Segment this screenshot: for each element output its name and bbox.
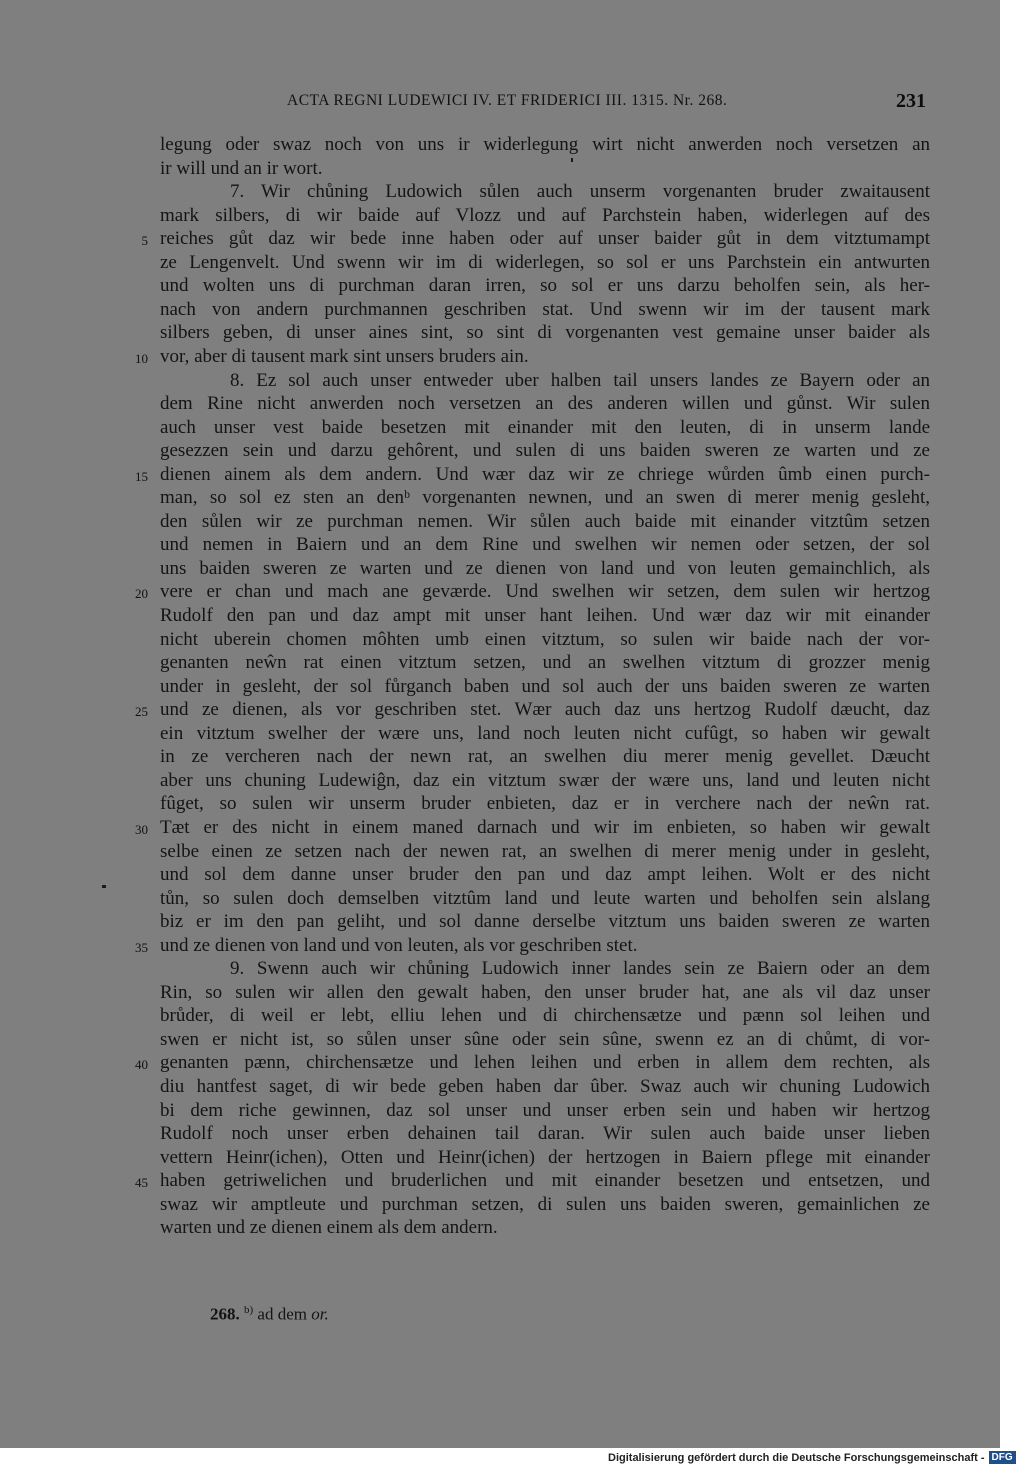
text-line: Rudolf den pan und daz ampt mit unser hant leihen. Und wær daz wir mit einander [160, 605, 930, 626]
text-line: und ze dienen von land und von leuten, als vor geschriben stet. [160, 935, 638, 956]
text-line: swen er nicht ist, so sůlen unser sûne oder sein sûne, swenn ez an di chůmt, di vor- [160, 1029, 930, 1050]
text-line: diu hantfest saget, di wir bede geben haben dar ûber. Swaz auch wir chuning Ludowich [160, 1076, 930, 1097]
running-title: ACTA REGNI LUDEWICI IV. ET FRIDERICI III. 1315. Nr. 268. [287, 92, 728, 109]
text-line: bi dem riche gewinnen, daz sol unser und unser erben sein und haben wir hertzog [160, 1100, 930, 1121]
text-line: silbers geben, di unser aines sint, so sint di vorgenanten vest gemaine unser baider als [160, 322, 930, 343]
text-line: dienen ainem als dem andern. Und wær daz wir ze chriege wůrden ûmb einen purch- [160, 464, 930, 485]
text-line: auch unser vest baide besetzen mit einander mit den leuten, di in unserm lande [160, 417, 930, 438]
text-line: reiches gůt daz wir bede inne haben oder auf unser baider gůt in dem vitztumampt [160, 228, 930, 249]
text-line: swaz wir amptleute und purchman setzen, di sulen uns baiden sweren, gemainlichen ze [160, 1194, 930, 1215]
dfg-logo: DFG [989, 1451, 1016, 1464]
line-number: 45 [135, 1175, 148, 1190]
text-line: und nemen in Baiern und an dem Rine und swelhen wir nemen oder setzen, der sol [160, 534, 930, 555]
line-number: 5 [141, 233, 148, 248]
scan-speck [571, 158, 573, 162]
text-line: genanten pænn, chirchensætze und lehen leihen und erben in allem dem rechten, als [160, 1052, 930, 1073]
text-line: in ze vercheren nach der newn rat, an swelhen diu merer menig gevellet. Dæucht [160, 746, 930, 767]
text-line: vettern Heinr(ichen), Otten und Heinr(ichen) der hertzogen in Baiern pflege mit einander [160, 1147, 930, 1168]
text-line: mark silbers, di wir baide auf Vlozz und auf Parchstein haben, widerlegen auf des [160, 205, 930, 226]
text-line: 9. Swenn auch wir chůning Ludowich inner landes sein ze Baiern oder an dem [230, 958, 930, 979]
footnote-source: or. [311, 1304, 329, 1324]
text-line: und sol dem danne unser bruder den pan und daz ampt leihen. Wolt er des nicht [160, 864, 930, 885]
text-line: und ze dienen, als vor geschriben stet. Wær auch daz uns hertzog Rudolf dæucht, daz [160, 699, 930, 720]
page-header [0, 92, 1000, 116]
line-number: 30 [135, 822, 148, 837]
text-line: haben getriwelichen und bruderlichen und mit einander besetzen und entsetzen, und [160, 1170, 930, 1191]
text-line: ein vitztum swelher der wære uns, land noch leuten nicht cufûgt, so haben wir gewalt [160, 723, 930, 744]
text-line: selbe einen ze setzen nach der newen rat, an swelhen di merer menig under in gesleht, [160, 841, 930, 862]
text-line: gesezzen sein und darzu gehôrent, und sulen di uns baiden sweren ze warten und ze [160, 440, 930, 461]
text-line: biz er im den pan geliht, und sol danne derselbe vitztum uns baiden sweren ze warten [160, 911, 930, 932]
digitization-credit [608, 1449, 1016, 1466]
footnote-number: 268. [210, 1304, 240, 1324]
footnote [210, 1304, 329, 1325]
page-number: 231 [896, 90, 926, 112]
credit-text: Digitalisierung gefördert durch die Deutsche Forschungsgemeinschaft - [608, 1451, 985, 1464]
text-line: Tæt er des nicht in einem maned darnach und wir im enbieten, so haben wir gewalt [160, 817, 930, 838]
text-line: aber uns chuning Ludewiĝn, daz ein vitztum swær der wære uns, land und leuten nicht [160, 770, 930, 791]
text-line: genanten neŵn rat einen vitztum setzen, und an swelhen vitztum di grozzer menig [160, 652, 930, 673]
text-line: warten und ze dienen einem als dem andern. [160, 1217, 498, 1238]
line-number: 20 [135, 586, 148, 601]
text-line: tůn, so sulen doch demselben vitztûm land und leute warten und beholfen sein alslang [160, 888, 930, 909]
text-line: ir will und an ir wort. [160, 158, 323, 179]
text-line: 7. Wir chůning Ludowich sůlen auch unserm vorgenanten bruder zwaitausent [230, 181, 930, 202]
text-line: und wolten uns di purchman daran irren, so sol er uns darzu beholfen sein, als her- [160, 275, 930, 296]
text-line: dem Rine nicht anwerden noch versetzen an des anderen willen und gůnst. Wir sulen [160, 393, 930, 414]
text-line: Rudolf noch unser erben dehainen tail daran. Wir sulen auch baide unser lieben [160, 1123, 930, 1144]
text-line: ze Lengenvelt. Und swenn wir im di widerlegen, so sol er uns Parchstein ein antwurten [160, 252, 930, 273]
text-line: den sůlen wir ze purchman nemen. Wir sůlen auch baide mit einander vitztûm setzen [160, 511, 930, 532]
scan-speck [102, 885, 106, 888]
footnote-text: ad dem [257, 1304, 307, 1324]
text-line: uns baiden sweren ze warten und ze dienen von land und von leuten gemainchlich, als [160, 558, 930, 579]
text-line: fûget, so sulen wir unserm bruder enbieten, daz er in verchere nach der neŵn rat. [160, 793, 930, 814]
text-line: under in gesleht, der sol fůrganch baben und sol auch der uns baiden sweren ze warten [160, 676, 930, 697]
line-number: 10 [135, 351, 148, 366]
line-number: 35 [135, 940, 148, 955]
line-number: 25 [135, 704, 148, 719]
text-line: 8. Ez sol auch unser entweder uber halben tail unsers landes ze Bayern oder an [230, 370, 930, 391]
text-line: Rin, so sulen wir allen den gewalt haben, den unser bruder hat, ane als vil daz unser [160, 982, 930, 1003]
text-line: vor, aber di tausent mark sint unsers bruders ain. [160, 346, 529, 367]
text-line: man, so sol ez sten an denᵇ vorgenanten newnen, und an swen di merer menig gesleht, [160, 487, 930, 508]
text-line: legung oder swaz noch von uns ir widerlegung wirt nicht anwerden noch versetzen an [160, 134, 930, 155]
footnote-marker: b) [244, 1304, 254, 1316]
text-line: nach von andern purchmannen geschriben stat. Und swenn wir im der tausent mark [160, 299, 930, 320]
text-line: nicht uberein chomen môhten umb einen vitztum, so sulen wir baide nach der vor- [160, 629, 930, 650]
text-line: vere er chan und mach ane geværde. Und swelhen wir setzen, dem sulen wir hertzog [160, 581, 930, 602]
line-number: 40 [135, 1057, 148, 1072]
text-line: brůder, di weil er lebt, elliu lehen und di chirchensætze und pænn sol leihen und [160, 1005, 930, 1026]
line-number: 15 [135, 469, 148, 484]
